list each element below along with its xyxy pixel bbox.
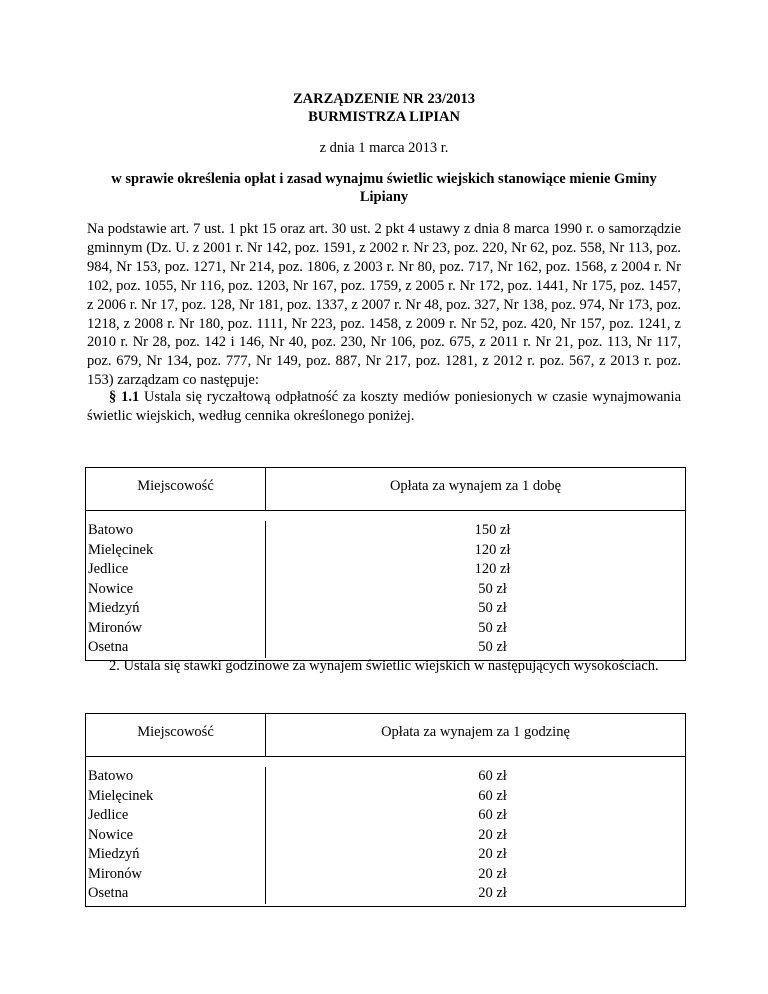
hourly-fee-table [85,713,686,907]
table-cell-fee: 50 zł [478,619,507,636]
table-cell-place: Mielęcinek [88,787,154,804]
document-date: z dnia 1 marca 2013 r. [319,140,449,156]
hourly-fee-col-place-header: Miejscowość [86,714,266,756]
table-cell-place: Jedlice [88,807,129,823]
daily-fee-table-body [86,511,685,660]
table-cell-place: Batowo [88,522,134,538]
section-1-text: Ustala się ryczałtową odpłatność za koszty mediów poniesionych w czasie wynajmowania świetlic wiejskich, według cennika określonego poniżej. [87,389,682,424]
table-cell-place: Mironów [88,865,142,882]
table-cell-place: Jedlice [88,561,129,577]
table-cell-fee: 50 zł [478,600,507,616]
table-cell-place: Nowice [88,580,134,597]
table-cell-place: Mironów [88,619,142,636]
daily-fee-places [86,521,266,658]
table-cell-fee: 20 zł [478,885,507,901]
table-cell-fee: 20 zł [478,826,507,843]
hourly-fee-table-body [86,757,685,906]
table-cell-fee: 50 zł [478,639,507,655]
section-1-paragraph [87,388,681,426]
hourly-fee-values [266,767,685,904]
table-cell-fee: 50 zł [478,580,507,597]
daily-fee-col-place-header: Miejscowość [86,468,266,510]
table-cell-place: Batowo [88,768,134,784]
table-cell-fee: 60 zł [478,807,507,823]
daily-fee-table [85,467,686,661]
table-cell-place: Mielęcinek [88,541,154,558]
daily-fee-values [266,521,685,658]
table-cell-fee: 120 zł [474,561,511,577]
subject-line-2: Lipiany [359,189,409,205]
table-cell-fee: 20 zł [478,865,507,882]
hourly-fee-places [86,767,266,904]
section-1-marker: § 1.1 [109,389,140,405]
table-cell-fee: 20 zł [478,846,507,862]
table-cell-place: Miedzyń [88,846,140,862]
daily-fee-table-header [86,468,685,511]
hourly-fee-col-fee-header: Opłata za wynajem za 1 godzinę [381,724,570,740]
daily-fee-col-fee-header: Opłata za wynajem za 1 dobę [389,478,562,494]
table-cell-fee: 60 zł [478,768,507,784]
table-cell-place: Miedzyń [88,600,140,616]
table-cell-fee: 150 zł [474,522,511,538]
subject-line-1: w sprawie określenia opłat i zasad wynajmu świetlic wiejskich stanowiące mienie Gminy [111,171,657,187]
title-line-1: ZARZĄDZENIE NR 23/2013 [292,91,476,107]
title-line-2: BURMISTRZA LIPIAN [308,109,460,125]
section-2-paragraph: 2. Ustala się stawki godzinowe za wynajem świetlic wiejskich w następujących wysokościach. [109,658,659,674]
table-cell-fee: 60 zł [478,787,507,804]
legal-basis-paragraph: Na podstawie art. 7 ust. 1 pkt 15 oraz art. 30 ust. 2 pkt 4 ustawy z dnia 8 marca 1990 r. o samorządzie gminnym (Dz. U. z 2001 r. Nr 142, poz. 1591, z 2002 r. Nr 23, poz. 220, Nr 62, poz. 558, Nr 113, poz. 984, Nr 153, poz. 1271, Nr 214, poz. 1806, z 2003 r. Nr 80, poz. 717, Nr 162, poz. 1568, z 2004 r. Nr 102, poz. 1055, Nr 116, poz. 1203, Nr 167, poz. 1759, z 2005 r. Nr 172, poz. 1441, Nr 175, poz. 1457, z 2006 r. Nr 17, poz. 128, Nr 181, poz. 1337, z 2007 r. Nr 48, poz. 327, Nr 138, poz. 974, Nr 173, poz. 1218, z 2008 r. Nr 180, poz. 1111, Nr 223, poz. 1458, z 2009 r. Nr 52, poz. 420, Nr 157, poz. 1241, z 2010 r. Nr 28, poz. 142 i 146, Nr 40, poz. 230, Nr 106, poz. 675, z 2011 r. Nr 21, poz. 113, Nr 117, poz. 679, Nr 134, poz. 777, Nr 149, poz. 887, Nr 217, poz. 1281, z 2012 r. poz. 567, z 2013 r. poz. 153) zarządzam co następuje: [87,221,681,389]
hourly-fee-table-header [86,714,685,757]
table-cell-place: Nowice [88,826,134,843]
table-cell-place: Osetna [88,639,129,655]
table-cell-place: Osetna [88,885,129,901]
table-cell-fee: 120 zł [474,541,511,558]
